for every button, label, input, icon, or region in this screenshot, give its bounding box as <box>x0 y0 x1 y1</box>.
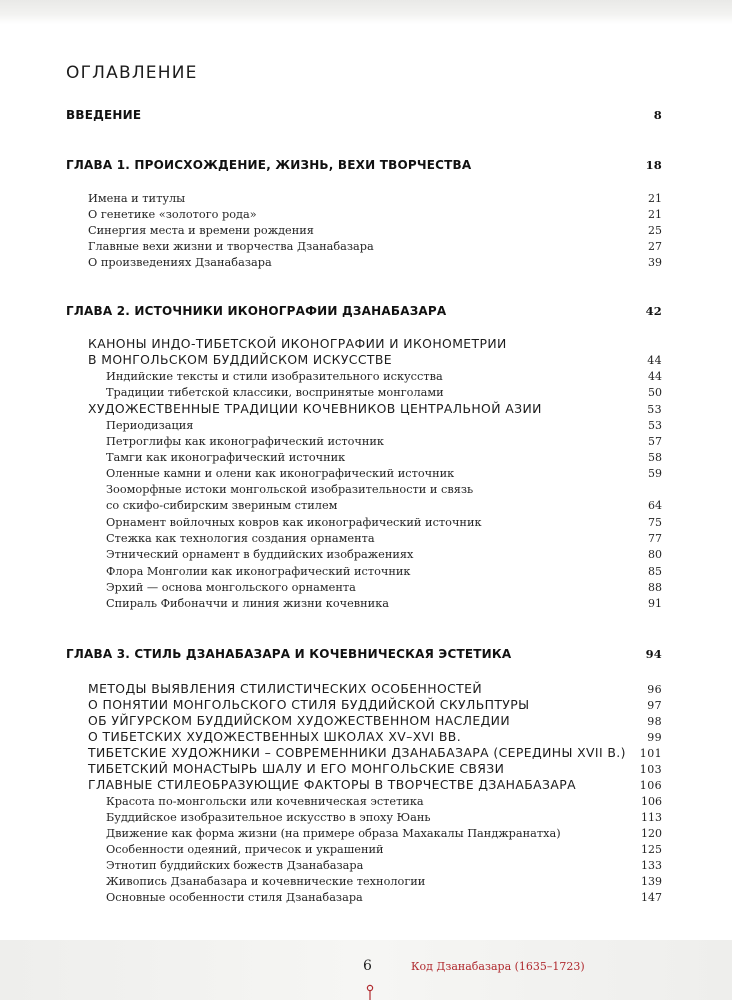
toc-entry-label: ГЛАВА 3. СТИЛЬ ДЗАНАБАЗАРА И КОЧЕВНИЧЕСКАЯ ЭСТЕТИКА <box>66 647 512 661</box>
toc-entry-label: Флора Монголии как иконографический источник <box>106 565 411 578</box>
toc-entry[interactable] <box>66 499 662 512</box>
toc-entry-label: Спираль Фибоначчи и линия жизни кочевника <box>106 597 389 610</box>
toc-section[interactable] <box>66 352 662 367</box>
toc-entry-label: Традиции тибетской классики, воспринятые монголами <box>106 386 444 399</box>
toc-section[interactable] <box>66 401 662 416</box>
toc-entry-page: 77 <box>648 532 662 545</box>
toc-chapter-1[interactable] <box>66 158 662 172</box>
toc-entry[interactable] <box>66 208 662 221</box>
toc-entry-page: 98 <box>647 715 662 728</box>
toc-entry-label: Красота по-монгольски или кочевническая эстетика <box>106 795 424 808</box>
toc-chapter-3[interactable] <box>66 647 662 661</box>
toc-entry-page: 94 <box>645 647 662 661</box>
toc-entry-page: 64 <box>648 499 662 512</box>
toc-entry[interactable] <box>66 435 662 448</box>
toc-entry-label: Буддийское изобразительное искусство в эпоху Юань <box>106 811 431 824</box>
toc-entry[interactable] <box>66 386 662 399</box>
toc-entry-page: 120 <box>641 827 662 840</box>
toc-entry-label: ГЛАВА 2. ИСТОЧНИКИ ИКОНОГРАФИИ ДЗАНАБАЗАРА <box>66 304 447 318</box>
toc-entry[interactable] <box>66 451 662 464</box>
toc-entry-page: 96 <box>647 683 662 696</box>
toc-entry-page: 21 <box>648 192 662 205</box>
toc-entry-page: 125 <box>641 843 662 856</box>
toc-entry-page: 8 <box>653 108 662 122</box>
toc-entry[interactable] <box>66 532 662 545</box>
toc-entry-label: Синергия места и времени рождения <box>88 224 314 237</box>
toc-entry-page: 85 <box>648 565 662 578</box>
toc-entry-label: Основные особенности стиля Дзанабазара <box>106 891 363 904</box>
toc-entry-page: 113 <box>641 811 662 824</box>
toc-entry-page: 80 <box>648 548 662 561</box>
toc-entry-label: Зооморфные истоки монгольской изобразительности и связь <box>106 483 474 496</box>
toc-entry[interactable] <box>66 467 662 480</box>
toc-entry-label: В МОНГОЛЬСКОМ БУДДИЙСКОМ ИСКУССТВЕ <box>88 352 393 367</box>
toc-entry-label: ОБ УЙГУРСКОМ БУДДИЙСКОМ ХУДОЖЕСТВЕННОМ НАСЛЕДИИ <box>88 713 511 728</box>
toc-title: ОГЛАВЛЕНИЕ <box>66 63 198 83</box>
toc-entry[interactable] <box>66 224 662 237</box>
toc-entry[interactable] <box>66 483 662 496</box>
toc-entry-page: 42 <box>645 304 662 318</box>
toc-entry-label: О ПОНЯТИИ МОНГОЛЬСКОГО СТИЛЯ БУДДИЙСКОЙ СКУЛЬПТУРЫ <box>88 697 530 712</box>
toc-entry-page: 103 <box>639 763 662 776</box>
toc-page <box>66 0 662 940</box>
toc-entry-label: Периодизация <box>106 419 194 432</box>
toc-entry-label: О ТИБЕТСКИХ ХУДОЖЕСТВЕННЫХ ШКОЛАХ XV–XVI ВВ. <box>88 729 462 744</box>
toc-entry-page: 88 <box>648 581 662 594</box>
toc-entry-page: 53 <box>648 419 662 432</box>
toc-entry-page: 133 <box>641 859 662 872</box>
toc-entry[interactable] <box>66 827 662 840</box>
toc-entry-label: со скифо-сибирским звериным стилем <box>106 499 338 512</box>
toc-entry[interactable] <box>66 875 662 888</box>
toc-section[interactable] <box>66 777 662 792</box>
toc-section[interactable] <box>66 336 662 351</box>
toc-entry-label: Индийские тексты и стили изобразительного искусства <box>106 370 443 383</box>
toc-entry-page: 101 <box>639 747 662 760</box>
toc-section[interactable] <box>66 681 662 696</box>
toc-entry-page: 44 <box>647 354 662 367</box>
toc-entry[interactable] <box>66 811 662 824</box>
toc-entry[interactable] <box>66 419 662 432</box>
toc-entry-label: Оленные камни и олени как иконографический источник <box>106 467 455 480</box>
toc-entry-label: ГЛАВНЫЕ СТИЛЕОБРАЗУЮЩИЕ ФАКТОРЫ В ТВОРЧЕСТВЕ ДЗАНАБАЗАРА <box>88 777 576 792</box>
toc-entry-page: 91 <box>648 597 662 610</box>
toc-section[interactable] <box>66 713 662 728</box>
toc-entry-page: 75 <box>648 516 662 529</box>
toc-entry[interactable] <box>66 891 662 904</box>
toc-entry[interactable] <box>66 581 662 594</box>
toc-entry-label: О генетике «золотого рода» <box>88 208 257 221</box>
toc-entry-label: ТИБЕТСКИЙ МОНАСТЫРЬ ШАЛУ И ЕГО МОНГОЛЬСКИЕ СВЯЗИ <box>88 761 505 776</box>
toc-entry-page: 53 <box>647 403 662 416</box>
toc-entry-label: О произведениях Дзанабазара <box>88 256 272 269</box>
toc-entry-page: 57 <box>648 435 662 448</box>
toc-entry-page: 44 <box>648 370 662 383</box>
toc-entry-page: 99 <box>647 731 662 744</box>
toc-entry-label: Орнамент войлочных ковров как иконографический источник <box>106 516 482 529</box>
toc-entry-introduction[interactable] <box>66 108 662 122</box>
toc-entry-label: ВВЕДЕНИЕ <box>66 108 142 122</box>
toc-entry-page: 59 <box>648 467 662 480</box>
toc-section[interactable] <box>66 729 662 744</box>
bookmark-pin-icon <box>366 984 374 1000</box>
toc-entry-label: ХУДОЖЕСТВЕННЫЕ ТРАДИЦИИ КОЧЕВНИКОВ ЦЕНТРАЛЬНОЙ АЗИИ <box>88 401 542 416</box>
toc-entry-label: Этнический орнамент в буддийских изображениях <box>106 548 414 561</box>
toc-entry-page: 39 <box>648 256 662 269</box>
toc-entry-page: 18 <box>645 158 662 172</box>
toc-entry-label: Петроглифы как иконографический источник <box>106 435 384 448</box>
toc-section[interactable] <box>66 697 662 712</box>
toc-entry-label: Особенности одеяний, причесок и украшений <box>106 843 384 856</box>
toc-entry-page: 58 <box>648 451 662 464</box>
toc-entry-label: КАНОНЫ ИНДО-ТИБЕТСКОЙ ИКОНОГРАФИИ И ИКОНОМЕТРИИ <box>88 336 507 351</box>
toc-entry-page: 139 <box>641 875 662 888</box>
toc-entry-page: 21 <box>648 208 662 221</box>
toc-entry-label: ГЛАВА 1. ПРОИСХОЖДЕНИЕ, ЖИЗНЬ, ВЕХИ ТВОРЧЕСТВА <box>66 158 472 172</box>
toc-entry-label: ТИБЕТСКИЕ ХУДОЖНИКИ – СОВРЕМЕННИКИ ДЗАНАБАЗАРА (СЕРЕДИНЫ XVII В.) <box>88 745 626 760</box>
toc-entry[interactable] <box>66 192 662 205</box>
toc-entry[interactable] <box>66 597 662 610</box>
page-number: 6 <box>363 958 372 974</box>
toc-entry-label: МЕТОДЫ ВЫЯВЛЕНИЯ СТИЛИСТИЧЕСКИХ ОСОБЕННОСТЕЙ <box>88 681 483 696</box>
toc-entry-label: Главные вехи жизни и творчества Дзанабазара <box>88 240 374 253</box>
toc-entry-page: 50 <box>648 386 662 399</box>
toc-entry-label: Этнотип буддийских божеств Дзанабазара <box>106 859 364 872</box>
toc-entry-page: 97 <box>647 699 662 712</box>
toc-entry-label: Имена и титулы <box>88 192 186 205</box>
toc-entry-page: 147 <box>641 891 662 904</box>
toc-entry[interactable] <box>66 548 662 561</box>
toc-entry-label: Движение как форма жизни (на примере образа Махакалы Панджранатха) <box>106 827 561 840</box>
toc-section[interactable] <box>66 745 662 760</box>
toc-entry[interactable] <box>66 795 662 808</box>
toc-chapter-2[interactable] <box>66 304 662 318</box>
toc-entry[interactable] <box>66 516 662 529</box>
toc-entry[interactable] <box>66 370 662 383</box>
toc-section[interactable] <box>66 761 662 776</box>
toc-entry-label: Эрхий — основа монгольского орнамента <box>106 581 356 594</box>
toc-entry[interactable] <box>66 240 662 253</box>
toc-entry-label: Тамги как иконографический источник <box>106 451 346 464</box>
toc-entry-label: Живопись Дзанабазара и кочевнические технологии <box>106 875 426 888</box>
toc-entry[interactable] <box>66 859 662 872</box>
toc-entry-page: 106 <box>639 779 662 792</box>
toc-entry[interactable] <box>66 843 662 856</box>
toc-entry-page: 106 <box>641 795 662 808</box>
toc-entry[interactable] <box>66 565 662 578</box>
toc-entry-label: Стежка как технология создания орнамента <box>106 532 375 545</box>
book-title: Код Дзанабазара (1635–1723) <box>411 960 585 973</box>
toc-entry-page: 27 <box>648 240 662 253</box>
toc-entry-page: 25 <box>648 224 662 237</box>
toc-entry[interactable] <box>66 256 662 269</box>
